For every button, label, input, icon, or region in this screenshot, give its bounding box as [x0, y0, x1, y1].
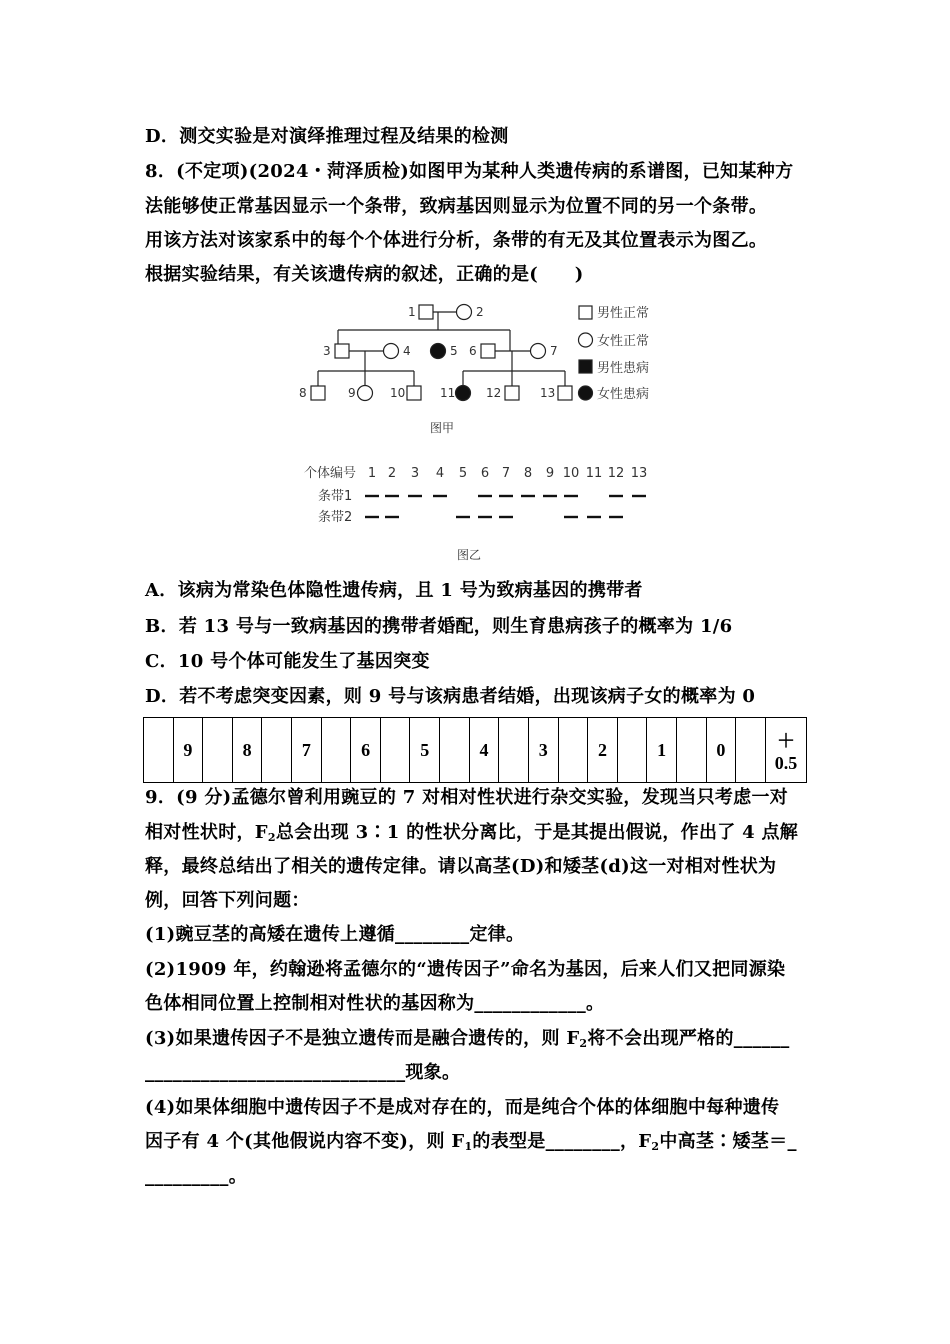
band-individual-number: 5	[458, 466, 468, 481]
band-individual-number: 8	[523, 466, 533, 481]
pedigree-individual-5	[431, 344, 446, 359]
score-cell: 5	[410, 718, 440, 783]
band-individual-number: 7	[501, 466, 511, 481]
score-cell: 9	[173, 718, 203, 783]
figure-jia-caption: 图甲	[430, 421, 455, 435]
pedigree-label-6: 6	[469, 344, 477, 358]
band-header: 个体编号	[304, 466, 357, 481]
q8-stem-line-2: 法能够使正常基因显示一个条带，致病基因则显示为位置不同的另一个条带。	[145, 196, 768, 217]
score-cell	[144, 718, 174, 783]
pedigree-individual-3	[335, 344, 349, 358]
score-cell	[736, 718, 766, 783]
pedigree-individual-7	[531, 344, 546, 359]
score-cell	[558, 718, 588, 783]
band1-label: 条带1	[318, 489, 353, 504]
score-cell: 7	[292, 718, 322, 783]
q9-sub2-line-1: (2)1909 年，约翰逊将孟德尔的“遗传因子”命名为基因，后来人们又把同源染	[145, 959, 786, 980]
legend-male-normal-icon	[579, 306, 592, 319]
pedigree-label-9: 9	[348, 386, 356, 400]
pedigree-individual-6	[481, 344, 495, 358]
band-individual-number: 9	[545, 466, 555, 481]
band-individual-number: 3	[410, 466, 420, 481]
score-cell: ＋0.5	[766, 718, 807, 783]
pedigree-label-2: 2	[476, 305, 484, 319]
pedigree-individual-4	[384, 344, 399, 359]
score-cell	[499, 718, 529, 783]
legend-female-normal-icon	[579, 333, 593, 347]
pedigree-individual-2	[457, 305, 472, 320]
pedigree-label-12: 12	[486, 386, 502, 400]
q9-line-3: 释，最终总结出了相关的遗传定律。请以高茎(D)和矮茎(d)这一对相对性状为	[145, 856, 777, 877]
score-cell	[262, 718, 292, 783]
pedigree-label-7: 7	[550, 344, 558, 358]
q9-sub4-line-2: 因子有 4 个(其他假说内容不变)，则 $F_1$的表型是________，$F_2$中高茎∶矮茎＝_	[145, 1131, 797, 1153]
q8-option-b: B．若 13 号与一致病基因的携带者婚配，则生育患病孩子的概率为 1/6	[145, 616, 733, 637]
q9-line-1: 9．(9 分)孟德尔曾利用豌豆的 7 对相对性状进行杂交实验，发现当只考虑一对	[145, 787, 789, 808]
q8-stem-line-1: 8．(不定项)(2024・菏泽质检)如图甲为某种人类遗传病的系谱图，已知某种方	[145, 161, 794, 182]
pedigree-label-11: 11	[440, 386, 456, 400]
q9-sub3-line-2: ____________________________现象。	[145, 1062, 461, 1083]
legend-male-normal: 男性正常	[597, 306, 650, 321]
pedigree-label-13: 13	[540, 386, 556, 400]
band-individual-number: 2	[387, 466, 397, 481]
figure-yi-caption: 图乙	[457, 548, 482, 562]
band-individual-number: 6	[480, 466, 490, 481]
legend-male-affected-icon	[579, 360, 592, 373]
score-cell	[321, 718, 351, 783]
score-cell	[440, 718, 470, 783]
legend-male-affected: 男性患病	[597, 361, 650, 376]
pedigree-label-5: 5	[450, 344, 458, 358]
pedigree-label-4: 4	[403, 344, 411, 358]
q9-sub4-line-3: _________。	[145, 1166, 247, 1187]
band-figure	[300, 460, 660, 565]
q9-sub3-line-1: (3)如果遗传因子不是独立遗传而是融合遗传的，则 $F_2$将不会出现严格的______	[145, 1028, 790, 1050]
score-cell	[617, 718, 647, 783]
q8-stem-line-3: 用该方法对该家系中的每个个体进行分析，条带的有无及其位置表示为图乙。	[145, 230, 768, 251]
q9-line-4: 例，回答下列问题：	[145, 890, 310, 911]
pedigree-individual-13	[558, 386, 572, 400]
q8-option-a: A．该病为常染色体隐性遗传病，且 1 号为致病基因的携带者	[145, 580, 643, 601]
score-cell: 8	[232, 718, 262, 783]
pedigree-label-8: 8	[299, 386, 307, 400]
q9-sub4-line-1: (4)如果体细胞中遗传因子不是成对存在的，而是纯合个体的体细胞中每种遗传	[145, 1097, 780, 1118]
pedigree-individual-12	[505, 386, 519, 400]
band-individual-number: 1	[367, 466, 377, 481]
q9-sub1: (1)豌豆茎的高矮在遗传上遵循________定律。	[145, 924, 525, 945]
band-individual-number: 12	[607, 466, 625, 481]
pedigree-individual-10	[407, 386, 421, 400]
score-cell: 0	[706, 718, 736, 783]
pedigree-individual-9	[358, 386, 373, 401]
legend-female-affected-icon	[579, 386, 593, 400]
q9-sub2-line-2: 色体相同位置上控制相对性状的基因称为____________。	[145, 993, 605, 1014]
pedigree-individual-1	[419, 305, 433, 319]
score-cell	[676, 718, 706, 783]
band-individual-number: 13	[630, 466, 648, 481]
legend-female-affected: 女性患病	[597, 387, 650, 402]
band2-label: 条带2	[318, 510, 353, 525]
score-cell: 1	[647, 718, 677, 783]
score-cell	[203, 718, 233, 783]
band-individual-number: 4	[435, 466, 445, 481]
score-table	[143, 717, 807, 783]
q8-option-d: D．若不考虑突变因素，则 9 号与该病患者结婚，出现该病子女的概率为 0	[145, 686, 756, 707]
q7-option-d: D．测交实验是对演绎推理过程及结果的检测	[145, 126, 509, 147]
q8-stem-line-4: 根据实验结果，有关该遗传病的叙述，正确的是( )	[145, 264, 584, 285]
score-cell: 4	[469, 718, 499, 783]
score-cell: 3	[528, 718, 558, 783]
band-individual-number: 10	[562, 466, 580, 481]
q8-option-c: C．10 号个体可能发生了基因突变	[145, 651, 430, 672]
q9-line-2: 相对性状时，$F_2$总会出现 3∶1 的性状分离比，于是其提出假说，作出了 4 点解	[145, 822, 799, 844]
band-individual-number: 11	[585, 466, 603, 481]
score-cell	[380, 718, 410, 783]
pedigree-individual-11	[456, 386, 471, 401]
pedigree-label-10: 10	[390, 386, 406, 400]
pedigree-individual-8	[311, 386, 325, 400]
legend-female-normal: 女性正常	[597, 334, 650, 349]
pedigree-label-3: 3	[323, 344, 331, 358]
score-cell: 6	[351, 718, 381, 783]
pedigree-figure	[290, 296, 670, 441]
pedigree-label-1: 1	[408, 305, 416, 319]
score-cell: 2	[588, 718, 618, 783]
